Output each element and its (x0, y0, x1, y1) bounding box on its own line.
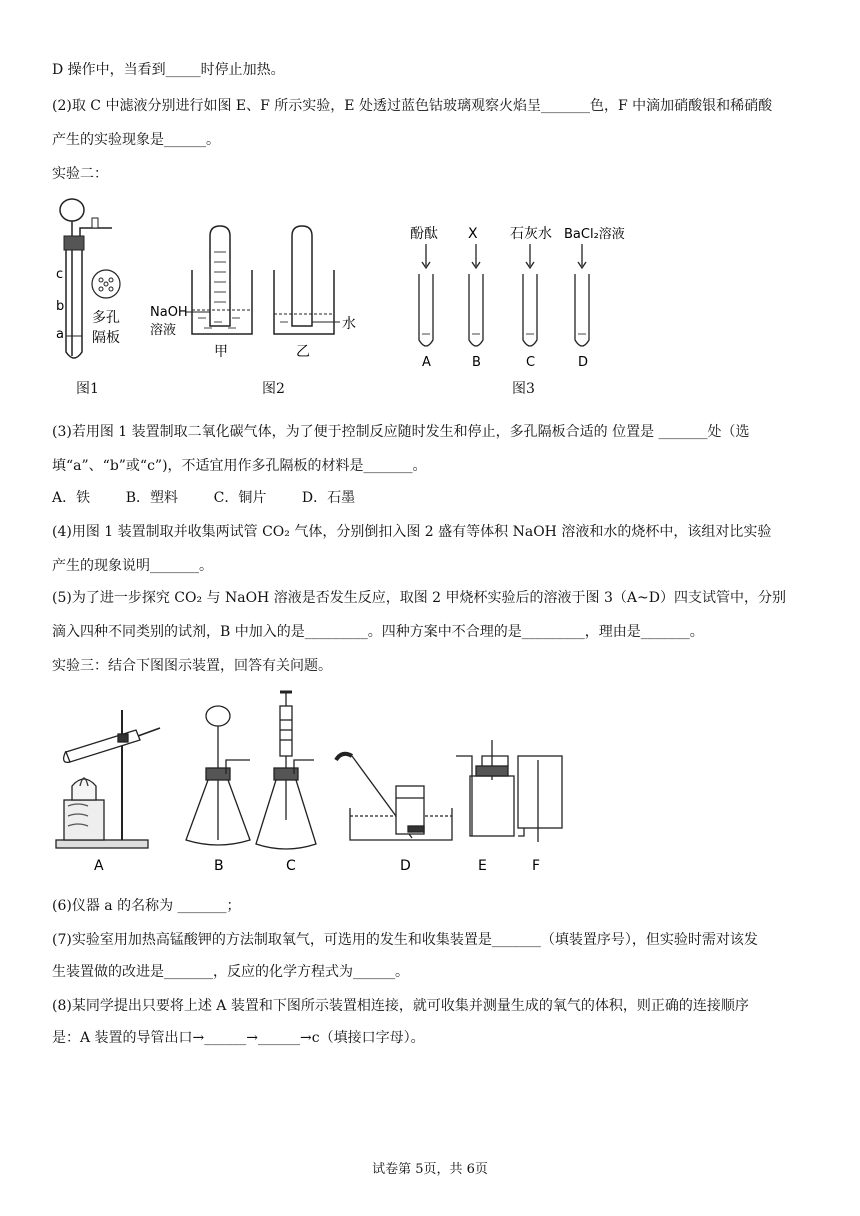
test-tube-a (419, 274, 433, 346)
fig1-caption: 图1 (76, 381, 99, 397)
text-q7-line1: (7)实验室用加热高锰酸钾的方法制取氧气，可选用的发生和收集装置是_______（填装置序号），但实验时需对该发 (52, 932, 758, 948)
text-q2-line2: 产生的实验现象是______。 (52, 132, 220, 148)
text-q7-line2: 生装置做的改进是_______，反应的化学方程式为______。 (52, 964, 409, 980)
text-q4-line2: 产生的现象说明_______。 (52, 558, 213, 574)
reagent-phenolphthalein: 酚酞 (410, 226, 438, 242)
text-q5-line1: (5)为了进一步探究 CO₂ 与 NaOH 溶液是否发生反应，取图 2 甲烧杯实验后的溶液于图 3（A~D）四支试管中，分别 (52, 590, 786, 606)
apparatus-label-b: B (214, 858, 224, 874)
apparatus-label-e: E (478, 858, 487, 874)
fig1-plate-label-1: 多孔 (92, 310, 120, 326)
fig3-caption: 图3 (512, 381, 535, 397)
heading-experiment-3: 实验三：结合下图图示装置，回答有关问题。 (52, 658, 332, 674)
test-tube-b (469, 274, 483, 346)
fig1-stopcock (92, 218, 98, 228)
text-q8-line2: 是：A 装置的导管出口→______→______→c（填接口字母）。 (52, 1030, 425, 1046)
fig2-caption: 图2 (262, 381, 285, 397)
apparatus-label-c: C (286, 858, 296, 874)
page-footer: 试卷第 5页，共 6页 (372, 1162, 488, 1177)
text-q6: (6)仪器 a 的名称为 _______； (52, 898, 241, 914)
text-q3-line2: 填“a”、“b”或“c”)，不适宜用作多孔隔板的材料是_______。 (52, 458, 427, 474)
fig1-funnel-bulb (60, 199, 84, 221)
text-q3-options: A．铁 B．塑料 C．铜片 D．石墨 (52, 490, 356, 506)
fig1-tube (66, 250, 82, 358)
fig2-jia-label: 甲 (214, 344, 228, 360)
reagent-x: X (468, 226, 478, 242)
text-q3-line1: (3)若用图 1 装置制取二氧化碳气体，为了便于控制反应随时发生和停止，多孔隔板合适的 位置是 _______处（选 (52, 424, 750, 440)
apparatus-f (518, 756, 562, 842)
text-q5-line2: 滴入四种不同类别的试剂，B 中加入的是_________。四种方案中不合理的是_________，理由是_______。 (52, 624, 704, 640)
tube-label-d: D (578, 355, 589, 370)
test-tube-d (575, 274, 589, 346)
text-q8-line1: (8)某同学提出只要将上述 A 装置和下图所示装置相连接，就可收集并测量生成的氧气的体积，则正确的连接顺序 (52, 998, 749, 1014)
figure-1 (50, 196, 140, 396)
apparatus-label-a: A (94, 858, 104, 874)
test-tube-c (523, 274, 537, 346)
reagent-bacl2: BaCl₂溶液 (564, 227, 625, 242)
beaker-yi (274, 270, 334, 334)
apparatus-b (186, 706, 250, 845)
fig1-porous-plate (92, 270, 120, 298)
reagent-limewater: 石灰水 (510, 226, 552, 242)
fig1-label-b: b (56, 299, 65, 314)
fig2-water-label: 水 (342, 316, 356, 332)
tube-jia (210, 226, 230, 326)
apparatus-label-f: F (532, 858, 541, 874)
fig1-stopper (64, 236, 84, 250)
figure-2 (148, 222, 368, 368)
tube-label-b: B (472, 355, 481, 370)
tube-yi (292, 226, 312, 326)
text-q2-line1: (2)取 C 中滤液分别进行如图 E、F 所示实验，E 处透过蓝色钴玻璃观察火焰呈_______色，F 中滴加硝酸银和稀硝酸 (52, 98, 773, 114)
figure-3 (398, 220, 648, 372)
apparatus-d (336, 754, 452, 840)
apparatus-label-d: D (400, 858, 411, 874)
text-p1: D 操作中，当看到_____时停止加热。 (52, 62, 285, 78)
tube-label-a: A (422, 355, 431, 370)
tube-label-c: C (526, 355, 536, 370)
apparatus-c (256, 692, 316, 849)
heading-experiment-2: 实验二： (52, 166, 108, 182)
apparatus-e (456, 740, 514, 836)
text-q4-line1: (4)用图 1 装置制取并收集两试管 CO₂ 气体，分别倒扣入图 2 盛有等体积 NaOH 溶液和水的烧杯中，该组对比实验 (52, 524, 772, 540)
fig1-label-a: a (56, 327, 64, 342)
fig1-label-c: c (56, 267, 64, 282)
apparatus-a (56, 710, 160, 848)
fig1-plate-label-2: 隔板 (92, 330, 120, 346)
fig2-solution-label: 溶液 (150, 323, 177, 338)
fig2-yi-label: 乙 (296, 344, 310, 360)
apparatus-figure (52, 690, 592, 880)
fig2-naoh-label: NaOH (150, 305, 188, 320)
